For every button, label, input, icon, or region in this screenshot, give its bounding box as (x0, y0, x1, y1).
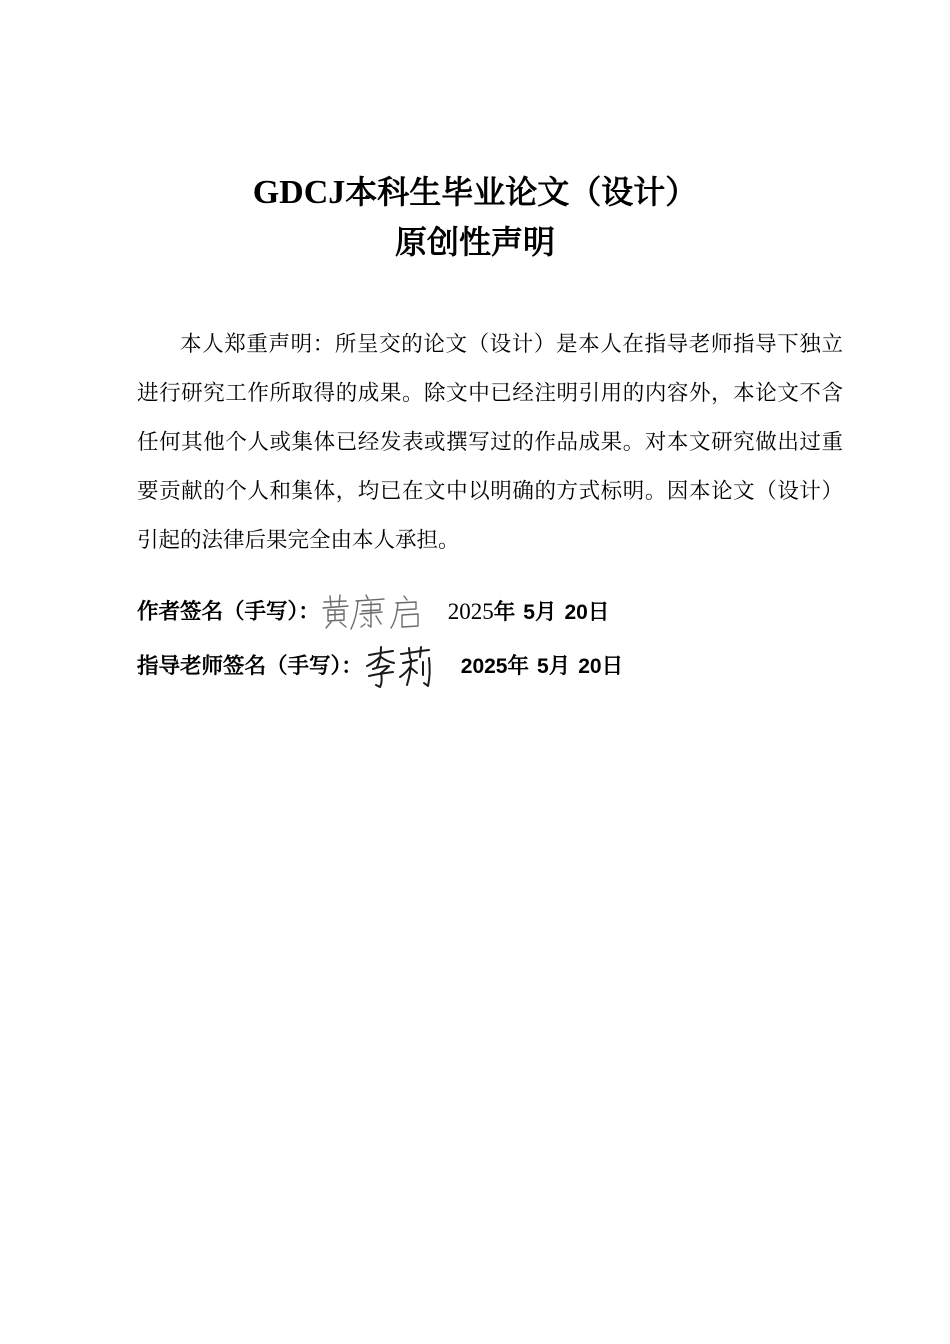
advisor-handwritten-signature (363, 645, 461, 689)
advisor-date-year-unit: 年 (507, 654, 529, 679)
author-signature-row (137, 592, 609, 632)
author-date-month: 5 (523, 601, 535, 624)
advisor-date-day-unit: 日 (601, 654, 624, 679)
author-signature-date (448, 592, 610, 633)
advisor-signature-row (137, 645, 623, 685)
declaration-paragraph: 本人郑重声明：所呈交的论文（设计）是本人在指导老师指导下独立进行研究工作所取得的成果。除文中已经注明引用的内容外，本论文不含任何其他个人或集体已经发表或撰写过的作品成果。对本文研究做出过重要贡献的个人和集体，均已在文中以明确的方式标明。因本论文（设计）引起的法律后果完全由本人承担。 (137, 332, 843, 553)
advisor-signature-date (461, 647, 623, 687)
author-date-year: 2025 (447, 599, 494, 624)
author-date-day: 20 (564, 601, 588, 624)
advisor-signature-image (363, 645, 461, 689)
document-subtitle: 原创性声明 (394, 223, 555, 261)
author-date-day-unit: 日 (587, 600, 610, 625)
author-signature-image (320, 593, 448, 633)
advisor-date-month: 5 (537, 655, 549, 678)
advisor-signature-label: 指导老师签名（手写）： (137, 654, 363, 679)
author-signature-label: 作者签名（手写）： (137, 599, 320, 625)
author-handwritten-signature (320, 593, 448, 633)
advisor-date-month-unit: 月 (548, 654, 571, 679)
title-main: 本科生毕业论文（设计） (345, 173, 698, 211)
document-title (0, 172, 950, 213)
advisor-date-year: 2025 (460, 655, 508, 678)
author-date-month-unit: 月 (534, 600, 557, 625)
advisor-date-day: 20 (578, 655, 602, 678)
title-prefix: GDCJ (252, 174, 346, 211)
author-date-year-unit: 年 (493, 600, 516, 625)
